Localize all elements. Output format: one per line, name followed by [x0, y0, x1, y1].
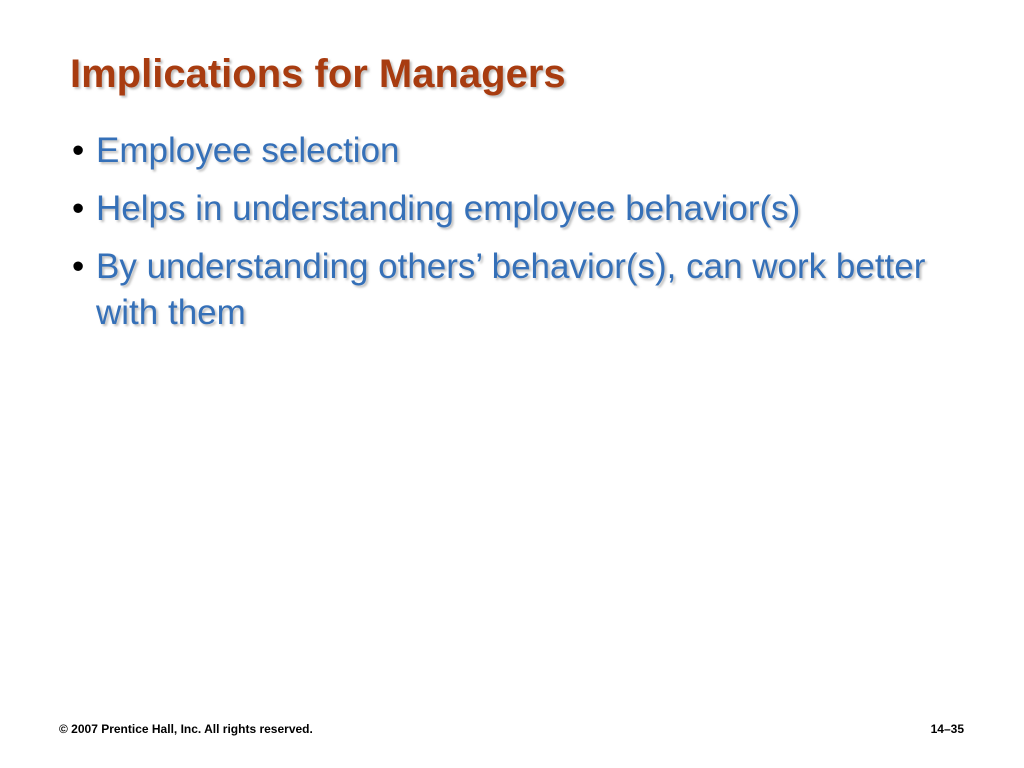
bullet-text: By understanding others’ behavior(s), can work better with them — [96, 247, 926, 332]
bullet-list — [72, 128, 952, 348]
bullet-text: Employee selection — [96, 131, 400, 170]
page-number: 14–35 — [930, 722, 964, 736]
bullet-marker: • — [72, 131, 85, 170]
slide-title: Implications for Managers — [70, 52, 566, 96]
bullet-item — [72, 244, 952, 336]
bullet-text: Helps in understanding employee behavior(s) — [96, 189, 801, 228]
copyright-footer: © 2007 Prentice Hall, Inc. All rights reserved. — [59, 722, 313, 736]
bullet-marker: • — [72, 189, 85, 228]
bullet-item — [72, 186, 952, 232]
bullet-item — [72, 128, 952, 174]
bullet-marker: • — [72, 247, 85, 286]
